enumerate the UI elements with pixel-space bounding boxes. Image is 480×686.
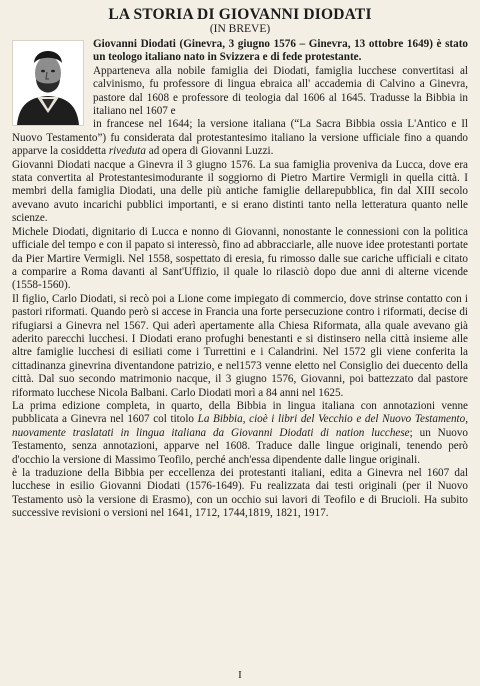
riveduta-term: riveduta [108,145,146,158]
paragraph-first-edition: La prima edizione completa, in quarto, della Bibbia in lingua italiana con annotazioni venne pubblicata a Ginevra nel 1607 col titolo La Bibbia, cioè i libri del Vecchio e del Nuovo Testamento, nuovamente traslatati in lingua italiana da Giovanni Diodati di nation lucchese; un Nuovo Testamento, senza annotazioni, apparve nel 1608. Traduce dalle lingue originali, tenendo però d'occhio la versione di Massimo Teofilo, perché anch'essa dipendente dalle lingue originali. [12,399,469,466]
bible-title: La Bibbia, cioè i libri del Vecchio e del Nuovo Testamento, nuovamente traslatati in lingua italiana da Giovanni Diodati di nation lucchese [12,413,468,439]
subject-name: Giovanni Diodati [93,38,176,50]
paragraph-birth: Giovanni Diodati nacque a Ginevra il 3 giugno 1576. La sua famiglia proveniva da Lucca, dove era stata convertita al Protestantesimodurante il soggiorno di Pietro Martire Vermigli in quella città. I membri della famiglia Diodati, una delle più antiche famiglie dellarepubblica, fin dal XIII secolo avevano avuto incarichi pubblici importanti, e si erano distinti tanto nella letteratura quanto nelle scienze. [12,158,468,225]
portrait-image [12,40,84,126]
intro-lead: (Ginevra, 3 giugno 1576 – Ginevra, 13 ottobre 1649) è stato un teologo italiano nato in Svizzera e di fede protestante. [93,38,468,64]
paragraph-michele: Michele Diodati, dignitario di Lucca e nonno di Giovanni, nonostante le connessioni con la politica ufficiale del tempo e con il papato si interessò, fino ad abbracciarle, alle nuove idee protestanti portate da Pier Martire Vermigli. Nel 1558, sospettato di eresia, fu rimosso dalle sue cariche ufficiali e citato a comparire a Roma davanti al Sant'Uffizio, il quale lo rilasciò dopo due anni di alterne vicende (1558-1560). [12,225,468,292]
page-number: I [238,669,242,681]
document-title: LA STORIA DI GIOVANNI DIODATI [108,6,372,23]
paragraph-revisions: è la traduzione della Bibbia per eccellenza dei protestanti italiani, edita a Ginevra nel 1607 dal lucchese in esilio Giovanni Diodati (1576-1649). Fu realizzata dai testi originali (per il Nuovo Testamento usò la versione di Erasmo), con un occhio sui lavori di Teofilo e di Brucioli. Ha subito successive revisioni o versioni nel 1641, 1712, 1744,1819, 1821, 1917. [12,467,468,520]
paragraph-carlo: Il figlio, Carlo Diodati, si recò poi a Lione come impiegato di commercio, dove strinse contatto con i pastori riformati. Quando però si accese in Francia una forte persecuzione contro i riformati, decise di rifugiarsi a Ginevra nel 1567. Qui aderì apertamente alla Chiesa Riformata, alla quale avevano già aderito parecchi lucchesi. I Diodati erano profughi benestanti e si distinsero nella città insieme alle altre famiglie lucchesi di esiliati come i Turrettini e i Calandrini. Nel 1572 gli viene conferita la cittadinanza ginevrina diventandone patrizio, e nel1573 venne eletto nel Consiglio dei duecento della città. Dal suo secondo matrimonio nacque, il 3 giugno 1576, Giovanni, poi battezzato dal pastore riformato lucchese Nicola Balbani. Carlo Diodati morì a 84 anni nel 1625. [12,292,468,399]
document-subtitle: (IN BREVE) [209,23,271,35]
document-body [12,38,468,521]
portrait-engraving [13,41,83,125]
paragraph-translation: in francese nel 1644; la versione italiana (“La Sacra Bibbia ossia L'Antico e Il Nuovo Testamento”) fu considerata dal protestantesimo italiano la versione ufficiale fino a quando apparve la cosiddetta riveduta ad opera di Giovanni Luzzi. [12,118,468,158]
paragraph-family: Apparteneva alla nobile famiglia dei Diodati, famiglia lucchese convertitasi al calvinismo, fu professore di lingua ebraica all' accademia di Calvino a Ginevra, pastore dal 1608 e professore di teologia dal 1606 al 1645. Tradusse la Bibbia in italiano nel 1607 e [93,64,468,118]
